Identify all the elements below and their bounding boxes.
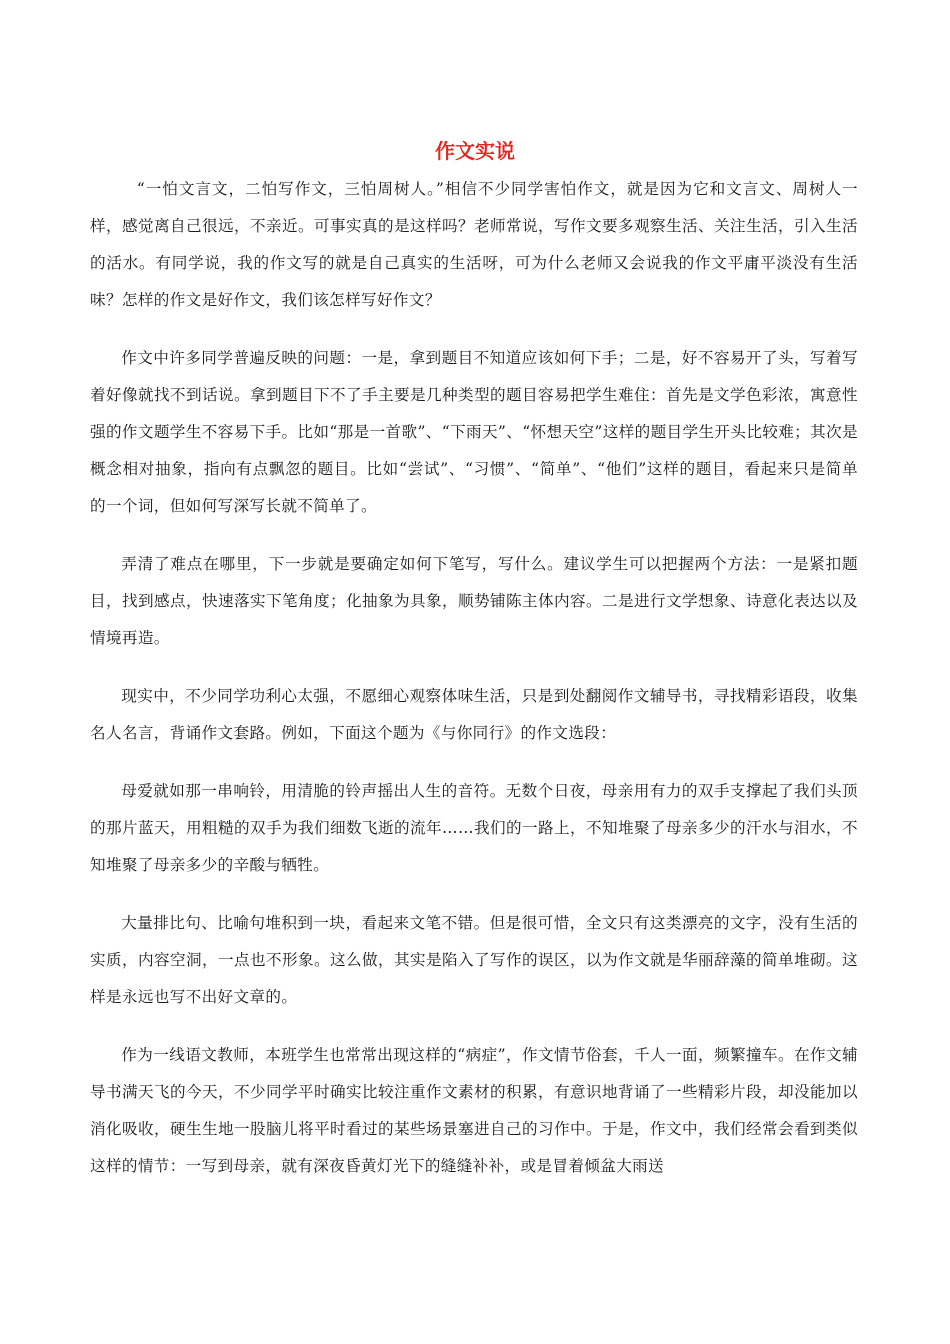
document-title: 作文实说	[435, 139, 515, 163]
paragraph-3: 弄清了难点在哪里，下一步就是要确定如何下笔写，写什么。建议学生可以把握两个方法：一是紧扣题目，找到感点，快速落实下笔角度；化抽象为具象，顺势铺陈主体内容。二是进行文学想象、诗意化表达以及情境再造。	[90, 555, 858, 647]
paragraph-1: “一怕文言文，二怕写作文，三怕周树人。”相信不少同学害怕作文，就是因为它和文言文、周树人一样，感觉离自己很远，不亲近。可事实真的是这样吗？老师常说，写作文要多观察生活、关注生活，引入生活的活水。有同学说，我的作文写的就是自己真实的生活呀，可为什么老师又会说我的作文平庸平淡没有生活味？怎样的作文是好作文，我们该怎样写好作文？	[90, 180, 858, 309]
paragraph-2: 作文中许多同学普遍反映的问题：一是，拿到题目不知道应该如何下手；二是，好不容易开了头，写着写着好像就找不到话说。拿到题目下不了手主要是几种类型的题目容易把学生难住：首先是文学色彩浓，寓意性强的作文题学生不容易下手。比如“那是一首歌”、“下雨天”、“怀想天空”这样的题目学生开头比较难；其次是概念相对抽象，指向有点飘忽的题目。比如“尝试”、“习惯”、“简单”、“他们”这样的题目，看起来只是简单的一个词，但如何写深写长就不简单了。	[90, 349, 858, 515]
document-body	[90, 171, 858, 1206]
paragraph-5-quoted-excerpt: 母爱就如那一串响铃，用清脆的铃声摇出人生的音符。无数个日夜，母亲用有力的双手支撑起了我们头顶的那片蓝天，用粗糙的双手为我们细数飞逝的流年……我们的一路上，不知堆聚了母亲多少的汗水与泪水，不知堆聚了母亲多少的辛酸与牺牲。	[90, 782, 858, 874]
paragraph-6: 大量排比句、比喻句堆积到一块，看起来文笔不错。但是很可惜，全文只有这类漂亮的文字，没有生活的实质，内容空洞，一点也不形象。这么做，其实是陷入了写作的误区，以为作文就是华丽辞藻的简单堆砌。这样是永远也写不出好文章的。	[90, 914, 858, 1006]
paragraph-7: 作为一线语文教师，本班学生也常常出现这样的“病症”，作文情节俗套，千人一面，频繁撞车。在作文辅导书满天飞的今天，不少同学平时确实比较注重作文素材的积累，有意识地背诵了一些精彩片段，却没能加以消化吸收，硬生生地一股脑儿将平时看过的某些场景塞进自己的习作中。于是，作文中，我们经常会看到类似这样的情节：一写到母亲，就有深夜昏黄灯光下的缝缝补补，或是冒着倾盆大雨送	[90, 1046, 858, 1175]
paragraph-4: 现实中，不少同学功利心太强，不愿细心观察体味生活，只是到处翻阅作文辅导书，寻找精彩语段，收集名人名言，背诵作文套路。例如，下面这个题为《与你同行》的作文选段：	[90, 687, 858, 742]
